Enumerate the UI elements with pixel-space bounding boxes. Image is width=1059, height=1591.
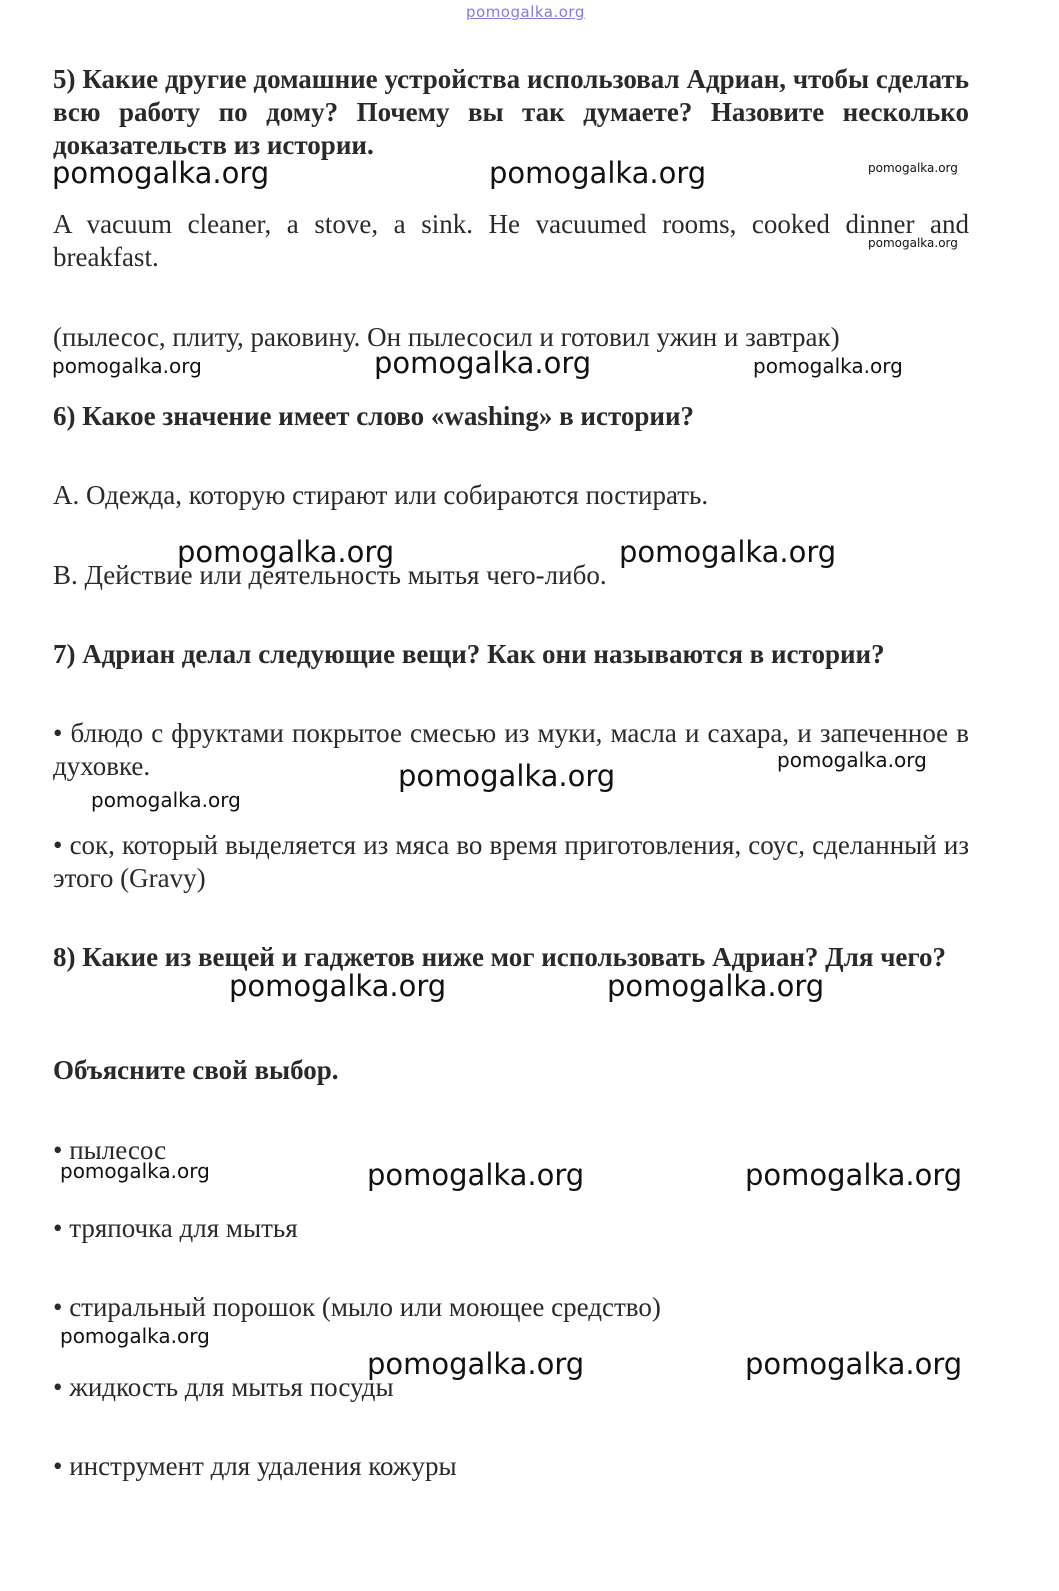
watermark: pomogalka.org	[753, 354, 903, 378]
watermark: pomogalka.org	[607, 969, 825, 1003]
list-item: • стиральный порошок (мыло или моющее средство)	[53, 1292, 661, 1322]
watermark: pomogalka.org	[60, 1159, 210, 1183]
list-item: • тряпочка для мытья	[53, 1213, 298, 1243]
list-item: • жидкость для мытья посуды	[53, 1372, 394, 1402]
watermark: pomogalka.org	[91, 788, 241, 812]
question-6: 6) Какое значение имеет слово «washing» в истории?	[53, 401, 695, 431]
list-item: • пылесос	[53, 1135, 167, 1165]
watermark: pomogalka.org	[60, 1324, 210, 1348]
watermark: pomogalka.org	[52, 354, 202, 378]
watermark: pomogalka.org	[745, 1347, 963, 1381]
list-item: • инструмент для удаления кожуры	[53, 1451, 457, 1481]
watermark: pomogalka.org	[374, 346, 592, 380]
option-a: A. Одежда, которую стирают или собираются постирать.	[53, 480, 709, 510]
watermark: pomogalka.org	[398, 759, 616, 793]
question-8: 8) Какие из вещей и гаджетов ниже мог использовать Адриан? Для чего?	[53, 942, 947, 972]
watermark: pomogalka.org	[489, 156, 707, 190]
option-b: B. Действие или деятельность мытья чего-либо.	[53, 560, 607, 590]
watermark: pomogalka.org	[177, 535, 395, 569]
item-gravy: • сок, который выделяется из мяса во время приготовления, соус, сделанный из этого (Gravy)	[53, 830, 969, 893]
watermark: pomogalka.org	[367, 1158, 585, 1192]
watermark: pomogalka.org	[367, 1347, 585, 1381]
watermark: pomogalka.org	[868, 236, 958, 250]
watermark: pomogalka.org	[777, 748, 927, 772]
watermark-top: pomogalka.org	[466, 3, 585, 21]
answer-5-english: A vacuum cleaner, a stove, a sink. He vacuumed rooms, cooked dinner and breakfast.	[53, 209, 969, 272]
watermark: pomogalka.org	[52, 156, 270, 190]
explain-choice: Объясните свой выбор.	[53, 1055, 339, 1085]
question-7: 7) Адриан делал следующие вещи? Как они называются в истории?	[53, 639, 885, 669]
watermark: pomogalka.org	[619, 535, 837, 569]
answer-5-russian: (пылесос, плиту, раковину. Он пылесосил и готовил ужин и завтрак)	[53, 322, 840, 352]
watermark: pomogalka.org	[745, 1158, 963, 1192]
item-crumble: • блюдо с фруктами покрытое смесью из муки, масла и сахара, и запеченное в духовке.	[53, 718, 969, 781]
question-5: 5) Какие другие домашние устройства использовал Адриан, чтобы сделать всю работу по дому? Почему вы так думаете? Назовите несколько доказательств из истории.	[53, 64, 969, 160]
watermark: pomogalka.org	[868, 161, 958, 175]
watermark: pomogalka.org	[229, 969, 447, 1003]
